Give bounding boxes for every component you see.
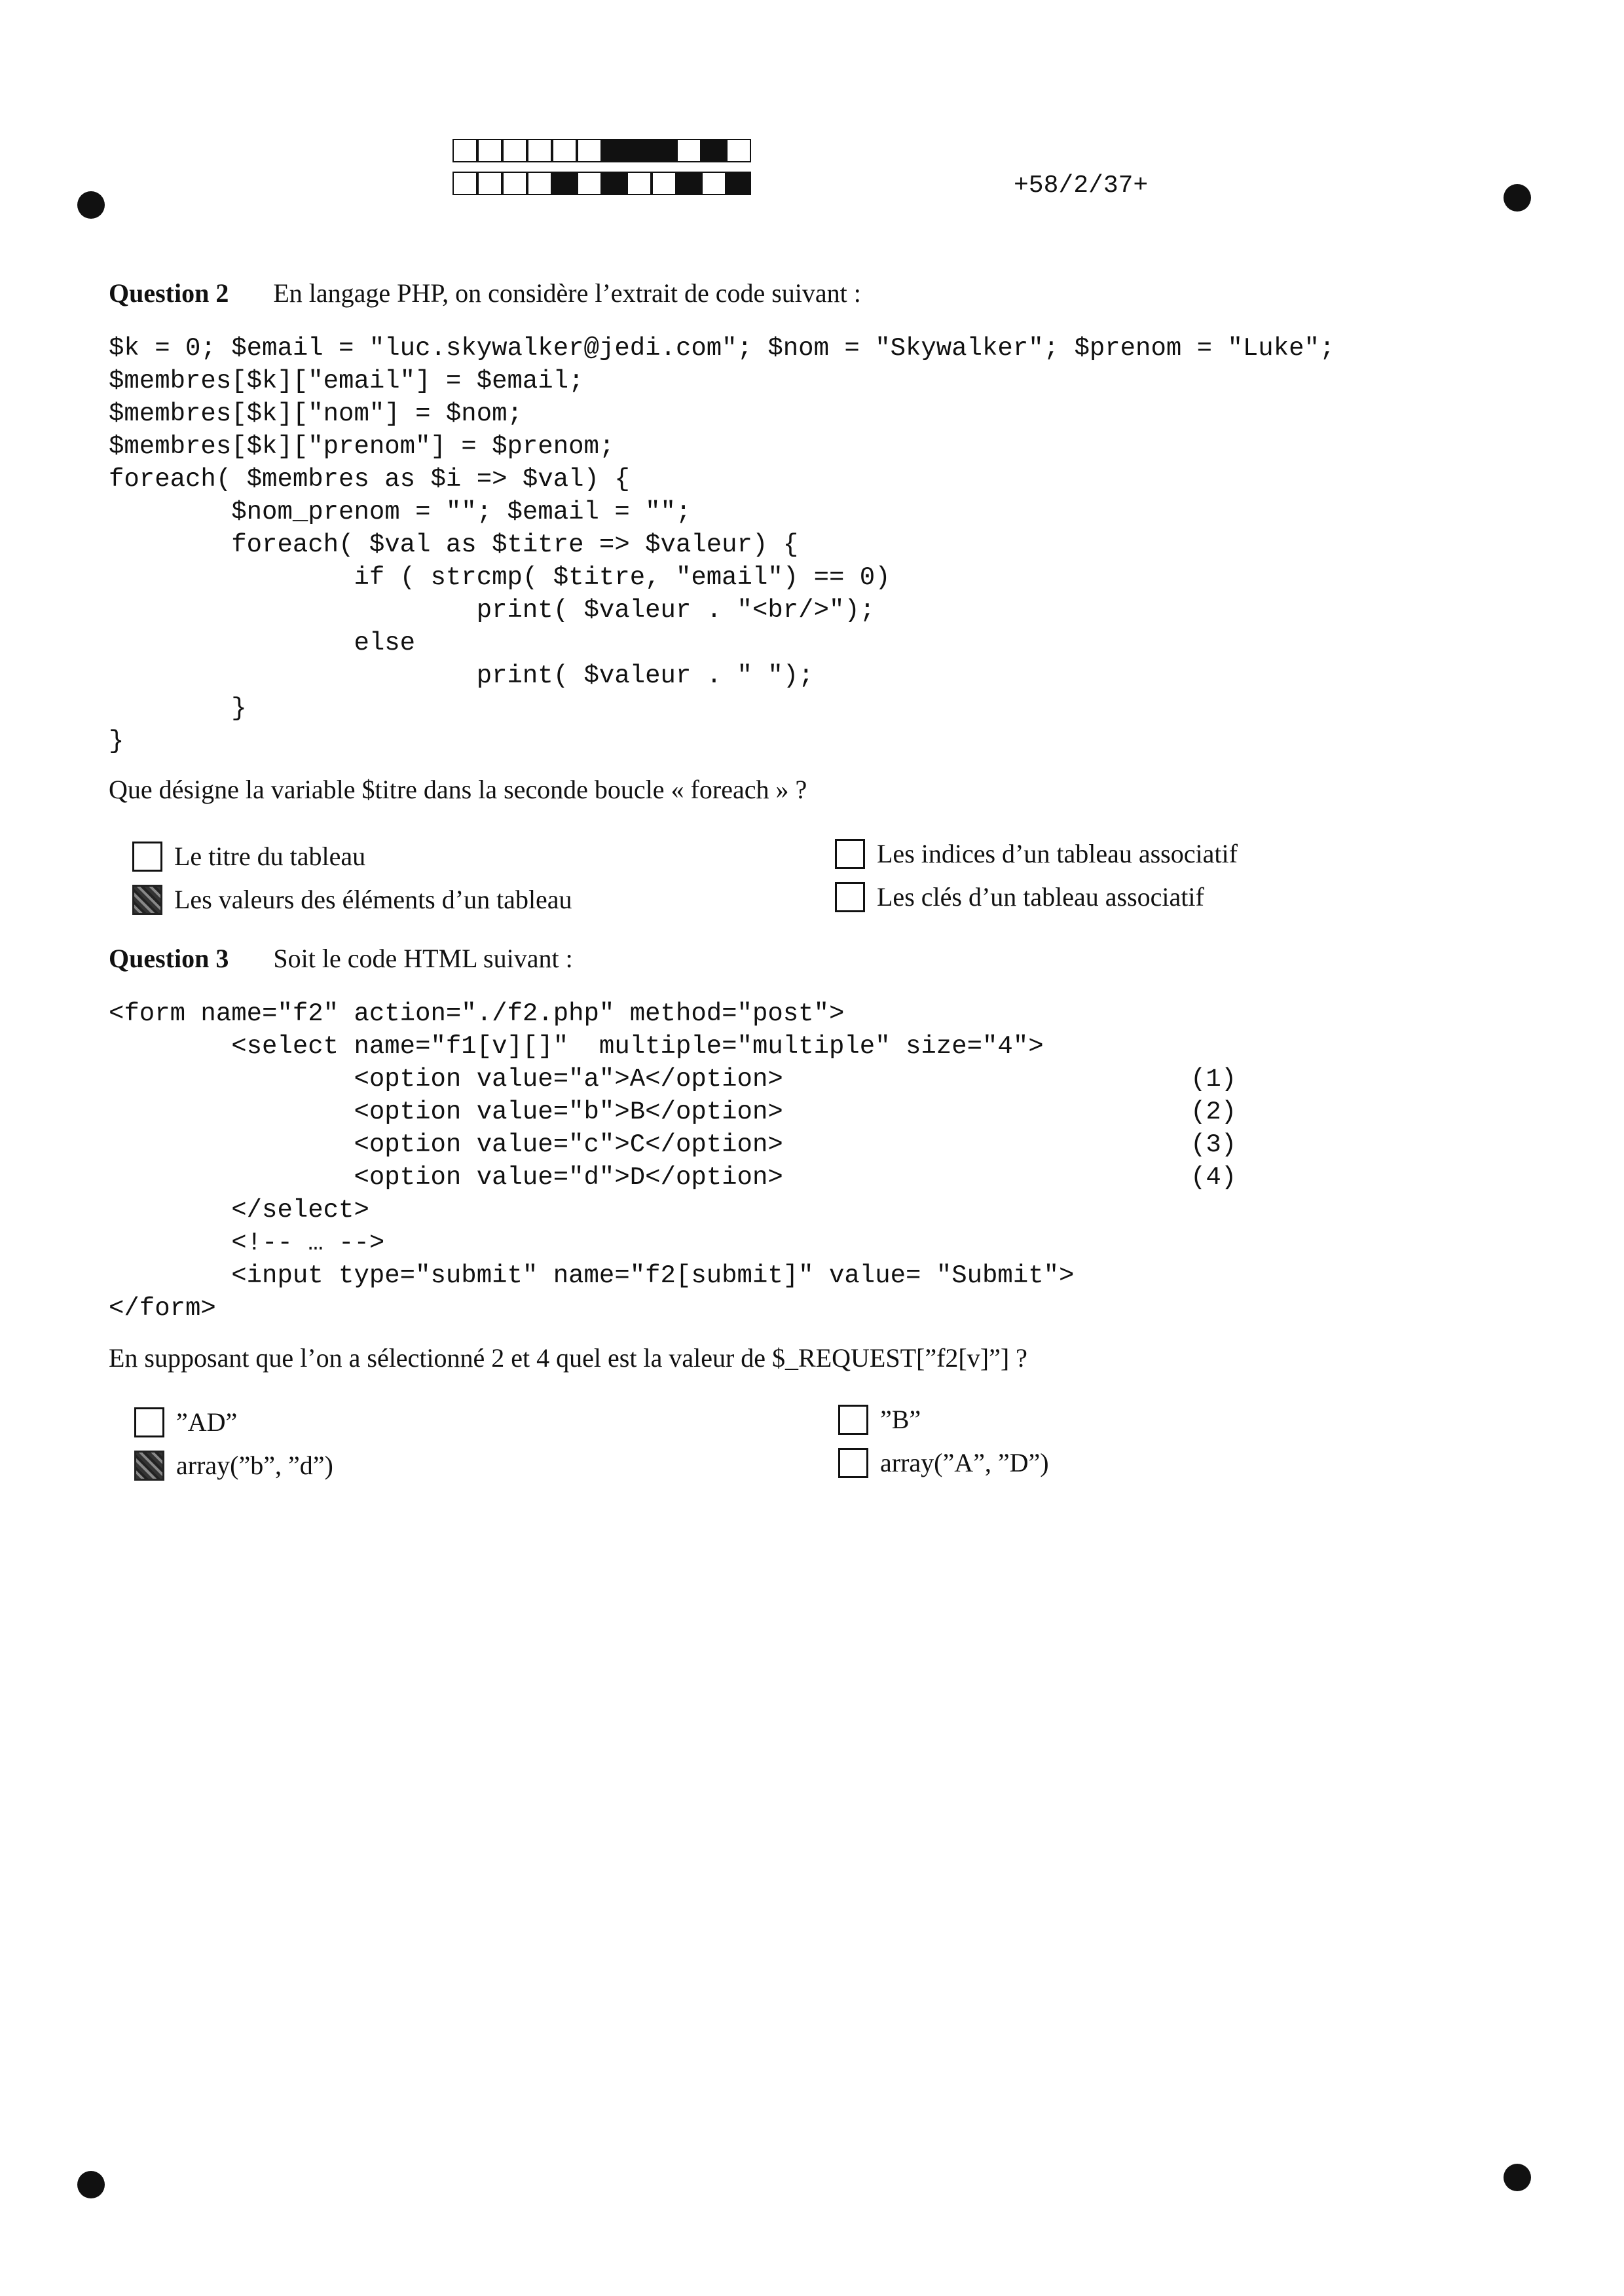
q2-option-2[interactable] xyxy=(132,884,572,915)
q3-option-2[interactable] xyxy=(134,1450,333,1481)
question-3-prompt: En supposant que l’on a sélectionné 2 et 4 quel est la valeur de $_REQUEST[”f2[v]”] ? xyxy=(109,1343,1027,1373)
q3-option-4-label: array(”A”, ”D”) xyxy=(880,1448,1049,1477)
q2-option-1-label: Le titre du tableau xyxy=(174,842,366,871)
registration-mark-top-right xyxy=(1504,184,1531,212)
question-3-line-numbers: (1) (2) (3) (4) xyxy=(1190,1065,1237,1192)
q3-option-4[interactable] xyxy=(838,1447,1049,1478)
barcode-cell xyxy=(502,139,527,162)
q3-option-4-checkbox[interactable] xyxy=(838,1448,868,1478)
q3-option-1-checkbox[interactable] xyxy=(134,1407,164,1437)
barcode-cell xyxy=(577,172,602,195)
barcode-cell xyxy=(676,139,701,162)
q2-option-4[interactable] xyxy=(835,881,1204,912)
barcode-cell xyxy=(552,172,577,195)
barcode-cell xyxy=(602,139,627,162)
q2-option-1-checkbox[interactable] xyxy=(132,842,162,872)
barcode-cell xyxy=(502,172,527,195)
barcode-cell xyxy=(552,139,577,162)
barcode-cell xyxy=(652,139,676,162)
barcode-cell xyxy=(676,172,701,195)
barcode-cell xyxy=(627,172,652,195)
barcode-cell xyxy=(477,172,502,195)
question-3-header xyxy=(109,943,573,974)
q2-option-3-label: Les indices d’un tableau associatif xyxy=(877,839,1238,868)
barcode-cell xyxy=(452,172,477,195)
q3-option-2-checkbox[interactable] xyxy=(134,1451,164,1481)
q3-option-3-checkbox[interactable] xyxy=(838,1405,868,1435)
barcode-cell xyxy=(726,172,751,195)
barcode-cell xyxy=(527,139,552,162)
q3-option-3[interactable] xyxy=(838,1404,921,1435)
q2-option-2-checkbox[interactable] xyxy=(132,885,162,915)
question-3-intro: Soit le code HTML suivant : xyxy=(273,944,573,973)
question-2-number: Question 2 xyxy=(109,278,229,308)
question-3-code: <form name="f2" action="./f2.php" method="post"> <select name="f1[v][]" multiple="multiple" size="4"> <option value="a">A</option> <option value="b">B</option> <option value="c">C</option> <option value="d">D</option> </select> <!-- … --> <input type="submit" name="f2[submit]" value= "Submit"> </form> xyxy=(109,999,1075,1323)
question-3-number: Question 3 xyxy=(109,944,229,973)
barcode-row-1 xyxy=(452,139,751,165)
q3-option-2-label: array(”b”, ”d”) xyxy=(176,1451,333,1480)
barcode-cell xyxy=(602,172,627,195)
barcode-cell xyxy=(527,172,552,195)
question-2-prompt: Que désigne la variable $titre dans la seconde boucle « foreach » ? xyxy=(109,775,807,804)
question-2-intro: En langage PHP, on considère l’extrait de code suivant : xyxy=(273,278,861,308)
q2-option-4-checkbox[interactable] xyxy=(835,882,865,912)
page-identifier: +58/2/37+ xyxy=(1014,172,1149,200)
barcode-cell xyxy=(701,139,726,162)
q2-option-1[interactable] xyxy=(132,841,365,872)
q2-option-3-checkbox[interactable] xyxy=(835,839,865,869)
q2-option-2-label: Les valeurs des éléments d’un tableau xyxy=(174,885,572,914)
registration-mark-bottom-right xyxy=(1504,2164,1531,2191)
barcode-cell xyxy=(701,172,726,195)
question-2-header xyxy=(109,278,861,308)
q2-option-3[interactable] xyxy=(835,838,1238,869)
barcode-row-2 xyxy=(452,172,751,198)
barcode-cell xyxy=(452,139,477,162)
q2-option-4-label: Les clés d’un tableau associatif xyxy=(877,882,1204,912)
q3-option-1-label: ”AD” xyxy=(176,1407,238,1437)
q3-option-1[interactable] xyxy=(134,1407,237,1437)
registration-mark-bottom-left xyxy=(77,2171,105,2198)
q3-option-3-label: ”B” xyxy=(880,1405,921,1434)
barcode-cell xyxy=(477,139,502,162)
barcode-cell xyxy=(726,139,751,162)
barcode-cell xyxy=(627,139,652,162)
registration-mark-top-left xyxy=(77,191,105,219)
question-2-code: $k = 0; $email = "luc.skywalker@jedi.com"; $nom = "Skywalker"; $prenom = "Luke"; $membres[$k]["email"] = $email; $membres[$k]["nom"] = $nom; $membres[$k]["prenom"] = $prenom; foreach( $membres as $i => $val) { $nom_prenom = ""; $email = ""; foreach( $val as $titre => $valeur) { if ( strcmp( $titre, "email") == 0) print( $valeur . "<br/>"); else print( $valeur . " "); } } xyxy=(109,334,1335,756)
barcode-cell xyxy=(577,139,602,162)
barcode-cell xyxy=(652,172,676,195)
